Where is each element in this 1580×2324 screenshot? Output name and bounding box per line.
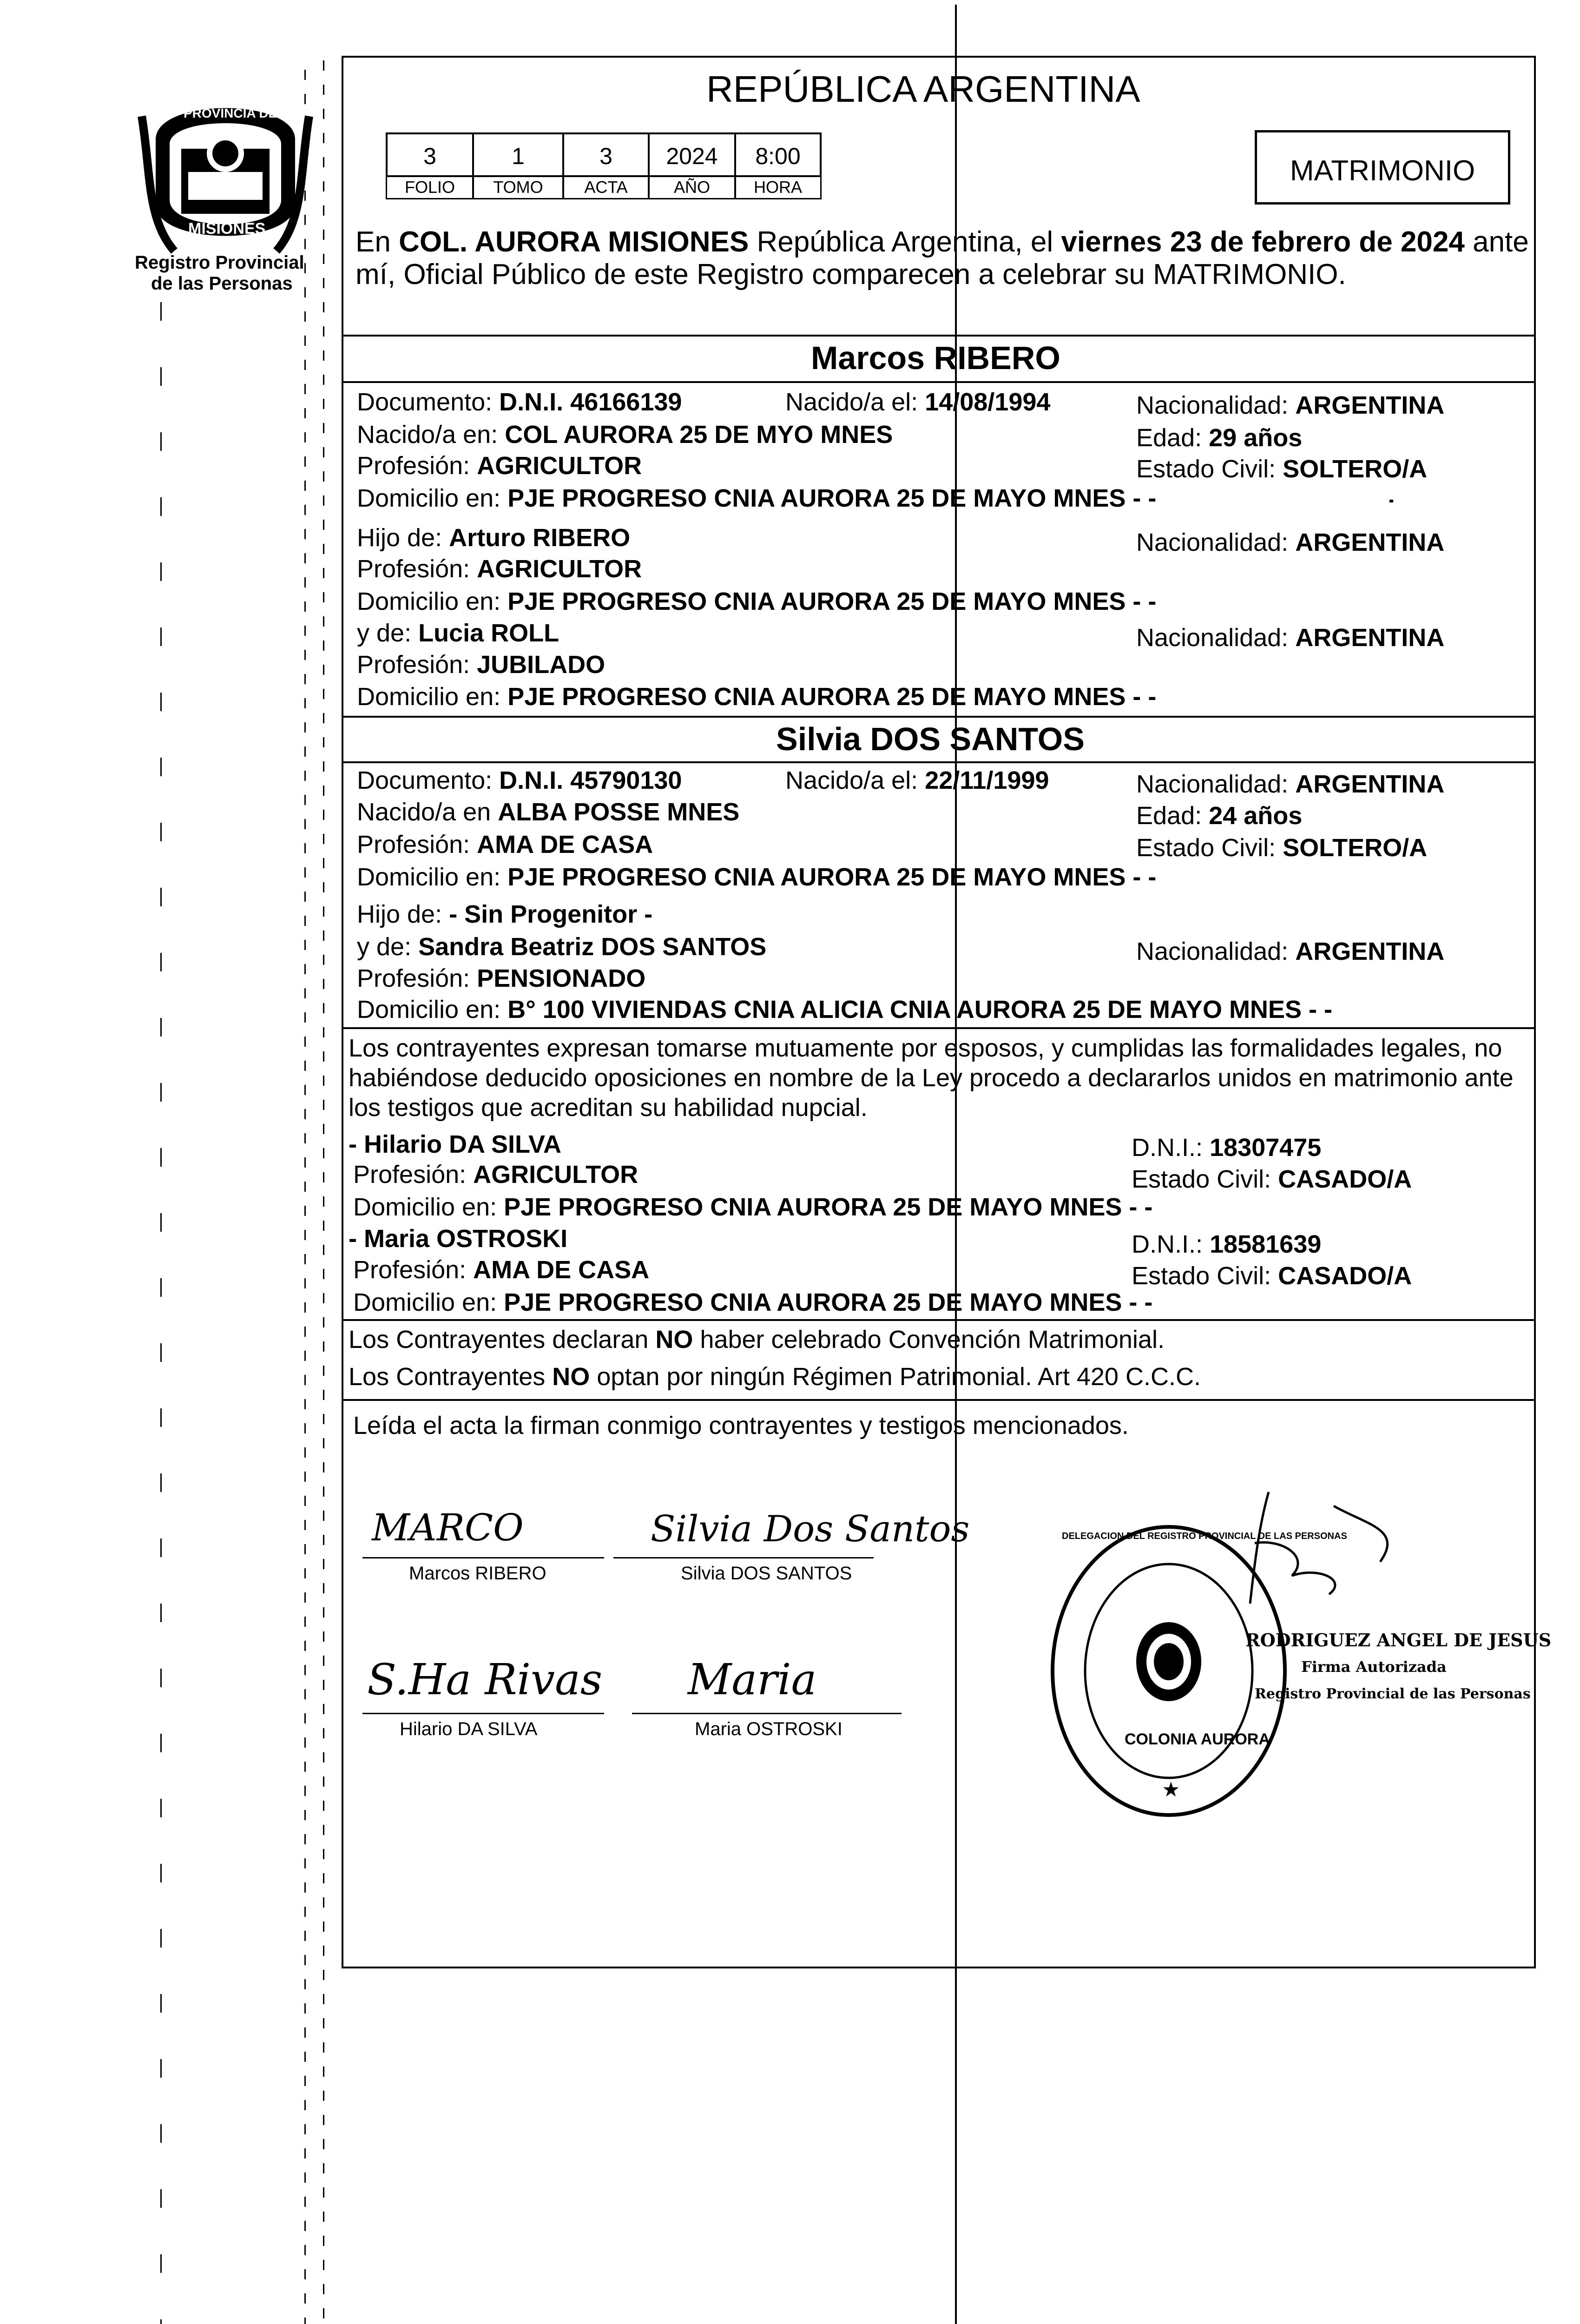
folio-label: FOLIO [386, 177, 474, 199]
tomo-value: 1 [472, 132, 564, 177]
section-divider [342, 761, 1536, 763]
closing-text: Leída el acta la firman conmigo contrayentes y testigos mencionados. [353, 1412, 1129, 1439]
bride-father: Hijo de: - Sin Progenitor - [357, 900, 653, 928]
groom-mother: y de: Lucia ROLL [357, 619, 560, 647]
groom-father-address: Domicilio en: PJE PROGRESO CNIA AURORA 25 DE MAYO MNES - - [357, 588, 1157, 615]
groom-father: Hijo de: Arturo RIBERO [357, 524, 631, 552]
seal-top-text: PROVINCIA DE [184, 106, 277, 120]
stamp-ring-text: DELEGACION DEL REGISTRO PROVINCIAL DE LAS PERSONAS [1062, 1531, 1347, 1541]
bride-signature: Silvia Dos Santos [651, 1508, 970, 1550]
tomo-label: TOMO [472, 177, 564, 199]
witness-1-civil-status: Estado Civil: CASADO/A [1132, 1165, 1412, 1193]
witness-2-name: - Maria OSTROSKI [349, 1225, 568, 1253]
section-divider [342, 335, 1536, 337]
bride-age: Edad: 24 años [1136, 802, 1303, 830]
hora-label: HORA [734, 177, 822, 199]
seal-bottom-text: MISIONES [188, 220, 266, 238]
groom-father-profession: Profesión: AGRICULTOR [357, 555, 642, 583]
stamp-center-text: COLONIA AURORA [1125, 1730, 1270, 1748]
groom-name: Marcos RIBERO [811, 340, 1060, 376]
official-office: Registro Provincial de las Personas [1255, 1686, 1531, 1702]
witness-1-dni: D.N.I.: 18307475 [1132, 1134, 1322, 1162]
bride-mother-profession: Profesión: PENSIONADO [357, 964, 646, 992]
witness-1-signature-label: Hilario DA SILVA [400, 1719, 538, 1739]
official-role: Firma Autorizada [1301, 1658, 1447, 1676]
groom-signature-label: Marcos RIBERO [409, 1563, 546, 1584]
witness-2-address: Domicilio en: PJE PROGRESO CNIA AURORA 25 DE MAYO MNES - - [353, 1288, 1153, 1316]
bride-mother-address: Domicilio en: B° 100 VIVIENDAS CNIA ALICIA CNIA AURORA 25 DE MAYO MNES - - [357, 996, 1332, 1023]
bride-profession: Profesión: AMA DE CASA [357, 831, 653, 858]
groom-nationality: Nacionalidad: ARGENTINA [1136, 391, 1445, 419]
groom-civil-status: Estado Civil: SOLTERO/A [1136, 455, 1428, 483]
act-type-label: MATRIMONIO [1290, 155, 1475, 187]
section-divider [342, 1027, 1536, 1029]
witness-2-civil-status: Estado Civil: CASADO/A [1132, 1262, 1412, 1290]
bride-address: Domicilio en: PJE PROGRESO CNIA AURORA 25 DE MAYO MNES - - [357, 863, 1157, 891]
margin-guide [160, 302, 162, 2324]
margin-guide [304, 70, 306, 2324]
folio-value: 3 [386, 132, 474, 177]
signature-line [362, 1713, 604, 1714]
bride-birthdate: Nacido/a el: 22/11/1999 [785, 766, 1049, 794]
stray-mark [1389, 500, 1393, 502]
bride-nationality: Nacionalidad: ARGENTINA [1136, 770, 1445, 798]
witness-1-signature: S.Ha Rivas [367, 1655, 603, 1704]
groom-birthplace: Nacido/a en: COL AURORA 25 DE MYO MNES [357, 421, 893, 449]
groom-birthdate: Nacido/a el: 14/08/1994 [785, 388, 1051, 416]
groom-father-nationality: Nacionalidad: ARGENTINA [1136, 528, 1445, 556]
witness-2-signature-label: Maria OSTROSKI [695, 1719, 843, 1739]
bride-mother: y de: Sandra Beatriz DOS SANTOS [357, 933, 767, 961]
convention-line-2: Los Contrayentes NO optan por ningún Régimen Patrimonial. Art 420 C.C.C. [349, 1363, 1201, 1391]
witness-2-dni: D.N.I.: 18581639 [1132, 1230, 1322, 1258]
registry-label-line2: de las Personas [151, 273, 293, 294]
registry-label-line1: Registro Provincial [135, 252, 304, 273]
page-title: REPÚBLICA ARGENTINA [706, 68, 1140, 110]
witness-2-profession: Profesión: AMA DE CASA [353, 1256, 650, 1284]
witness-1-address: Domicilio en: PJE PROGRESO CNIA AURORA 25 DE MAYO MNES - - [353, 1193, 1153, 1221]
hora-value: 8:00 [734, 132, 822, 177]
groom-address: Domicilio en: PJE PROGRESO CNIA AURORA 25 DE MAYO MNES - - [357, 484, 1157, 512]
official-name: RODRIGUEZ ANGEL DE JESUS [1245, 1630, 1552, 1651]
section-divider [342, 1319, 1536, 1321]
signature-line [362, 1557, 604, 1558]
acta-value: 3 [562, 132, 650, 177]
witness-2-signature: Maria [688, 1655, 817, 1704]
groom-mother-address: Domicilio en: PJE PROGRESO CNIA AURORA 25 DE MAYO MNES - - [357, 683, 1157, 711]
anio-label: AÑO [648, 177, 736, 199]
bride-name: Silvia DOS SANTOS [776, 721, 1085, 757]
section-divider [342, 1399, 1536, 1401]
groom-mother-nationality: Nacionalidad: ARGENTINA [1136, 624, 1445, 652]
witness-1-profession: Profesión: AGRICULTOR [353, 1161, 639, 1188]
svg-text:★: ★ [1162, 1778, 1180, 1802]
section-divider [342, 381, 1536, 383]
section-divider [342, 716, 1536, 718]
margin-guide [323, 60, 324, 2324]
signature-line [613, 1557, 874, 1558]
act-type-box [1255, 130, 1510, 205]
groom-age: Edad: 29 años [1136, 424, 1303, 452]
intro-line-1: En COL. AURORA MISIONES República Argentina, el viernes 23 de febrero de 2024 ante [356, 226, 1529, 258]
bride-civil-status: Estado Civil: SOLTERO/A [1136, 834, 1428, 862]
groom-profession: Profesión: AGRICULTOR [357, 452, 642, 480]
convention-line-1: Los Contrayentes declaran NO haber celebrado Convención Matrimonial. [349, 1326, 1165, 1353]
acta-label: ACTA [562, 177, 650, 199]
anio-value: 2024 [648, 132, 736, 177]
signature-line [632, 1713, 902, 1714]
groom-document: Documento: D.N.I. 46166139 [357, 388, 682, 416]
declaration-line-1: Los contrayentes expresan tomarse mutuamente por esposos, y cumplidas las formalidades legales, no [349, 1034, 1502, 1062]
bride-document: Documento: D.N.I. 45790130 [357, 766, 682, 794]
bride-mother-nationality: Nacionalidad: ARGENTINA [1136, 938, 1445, 965]
groom-mother-profession: Profesión: JUBILADO [357, 651, 606, 679]
province-seal [137, 79, 314, 265]
bride-birthplace: Nacido/a en ALBA POSSE MNES [357, 798, 740, 826]
official-signature [1227, 1487, 1431, 1627]
witness-1-name: - Hilario DA SILVA [349, 1130, 562, 1158]
groom-signature: MARCO [372, 1506, 524, 1549]
declaration-line-3: los testigos que acreditan su habilidad nupcial. [349, 1094, 868, 1122]
bride-signature-label: Silvia DOS SANTOS [681, 1563, 852, 1584]
intro-line-2: mí, Oficial Público de este Registro comparecen a celebrar su MATRIMONIO. [356, 258, 1346, 290]
declaration-line-2: habiéndose deducido oposiciones en nombre de la Ley procedo a declararlos unidos en matrimonio ante [349, 1064, 1514, 1092]
